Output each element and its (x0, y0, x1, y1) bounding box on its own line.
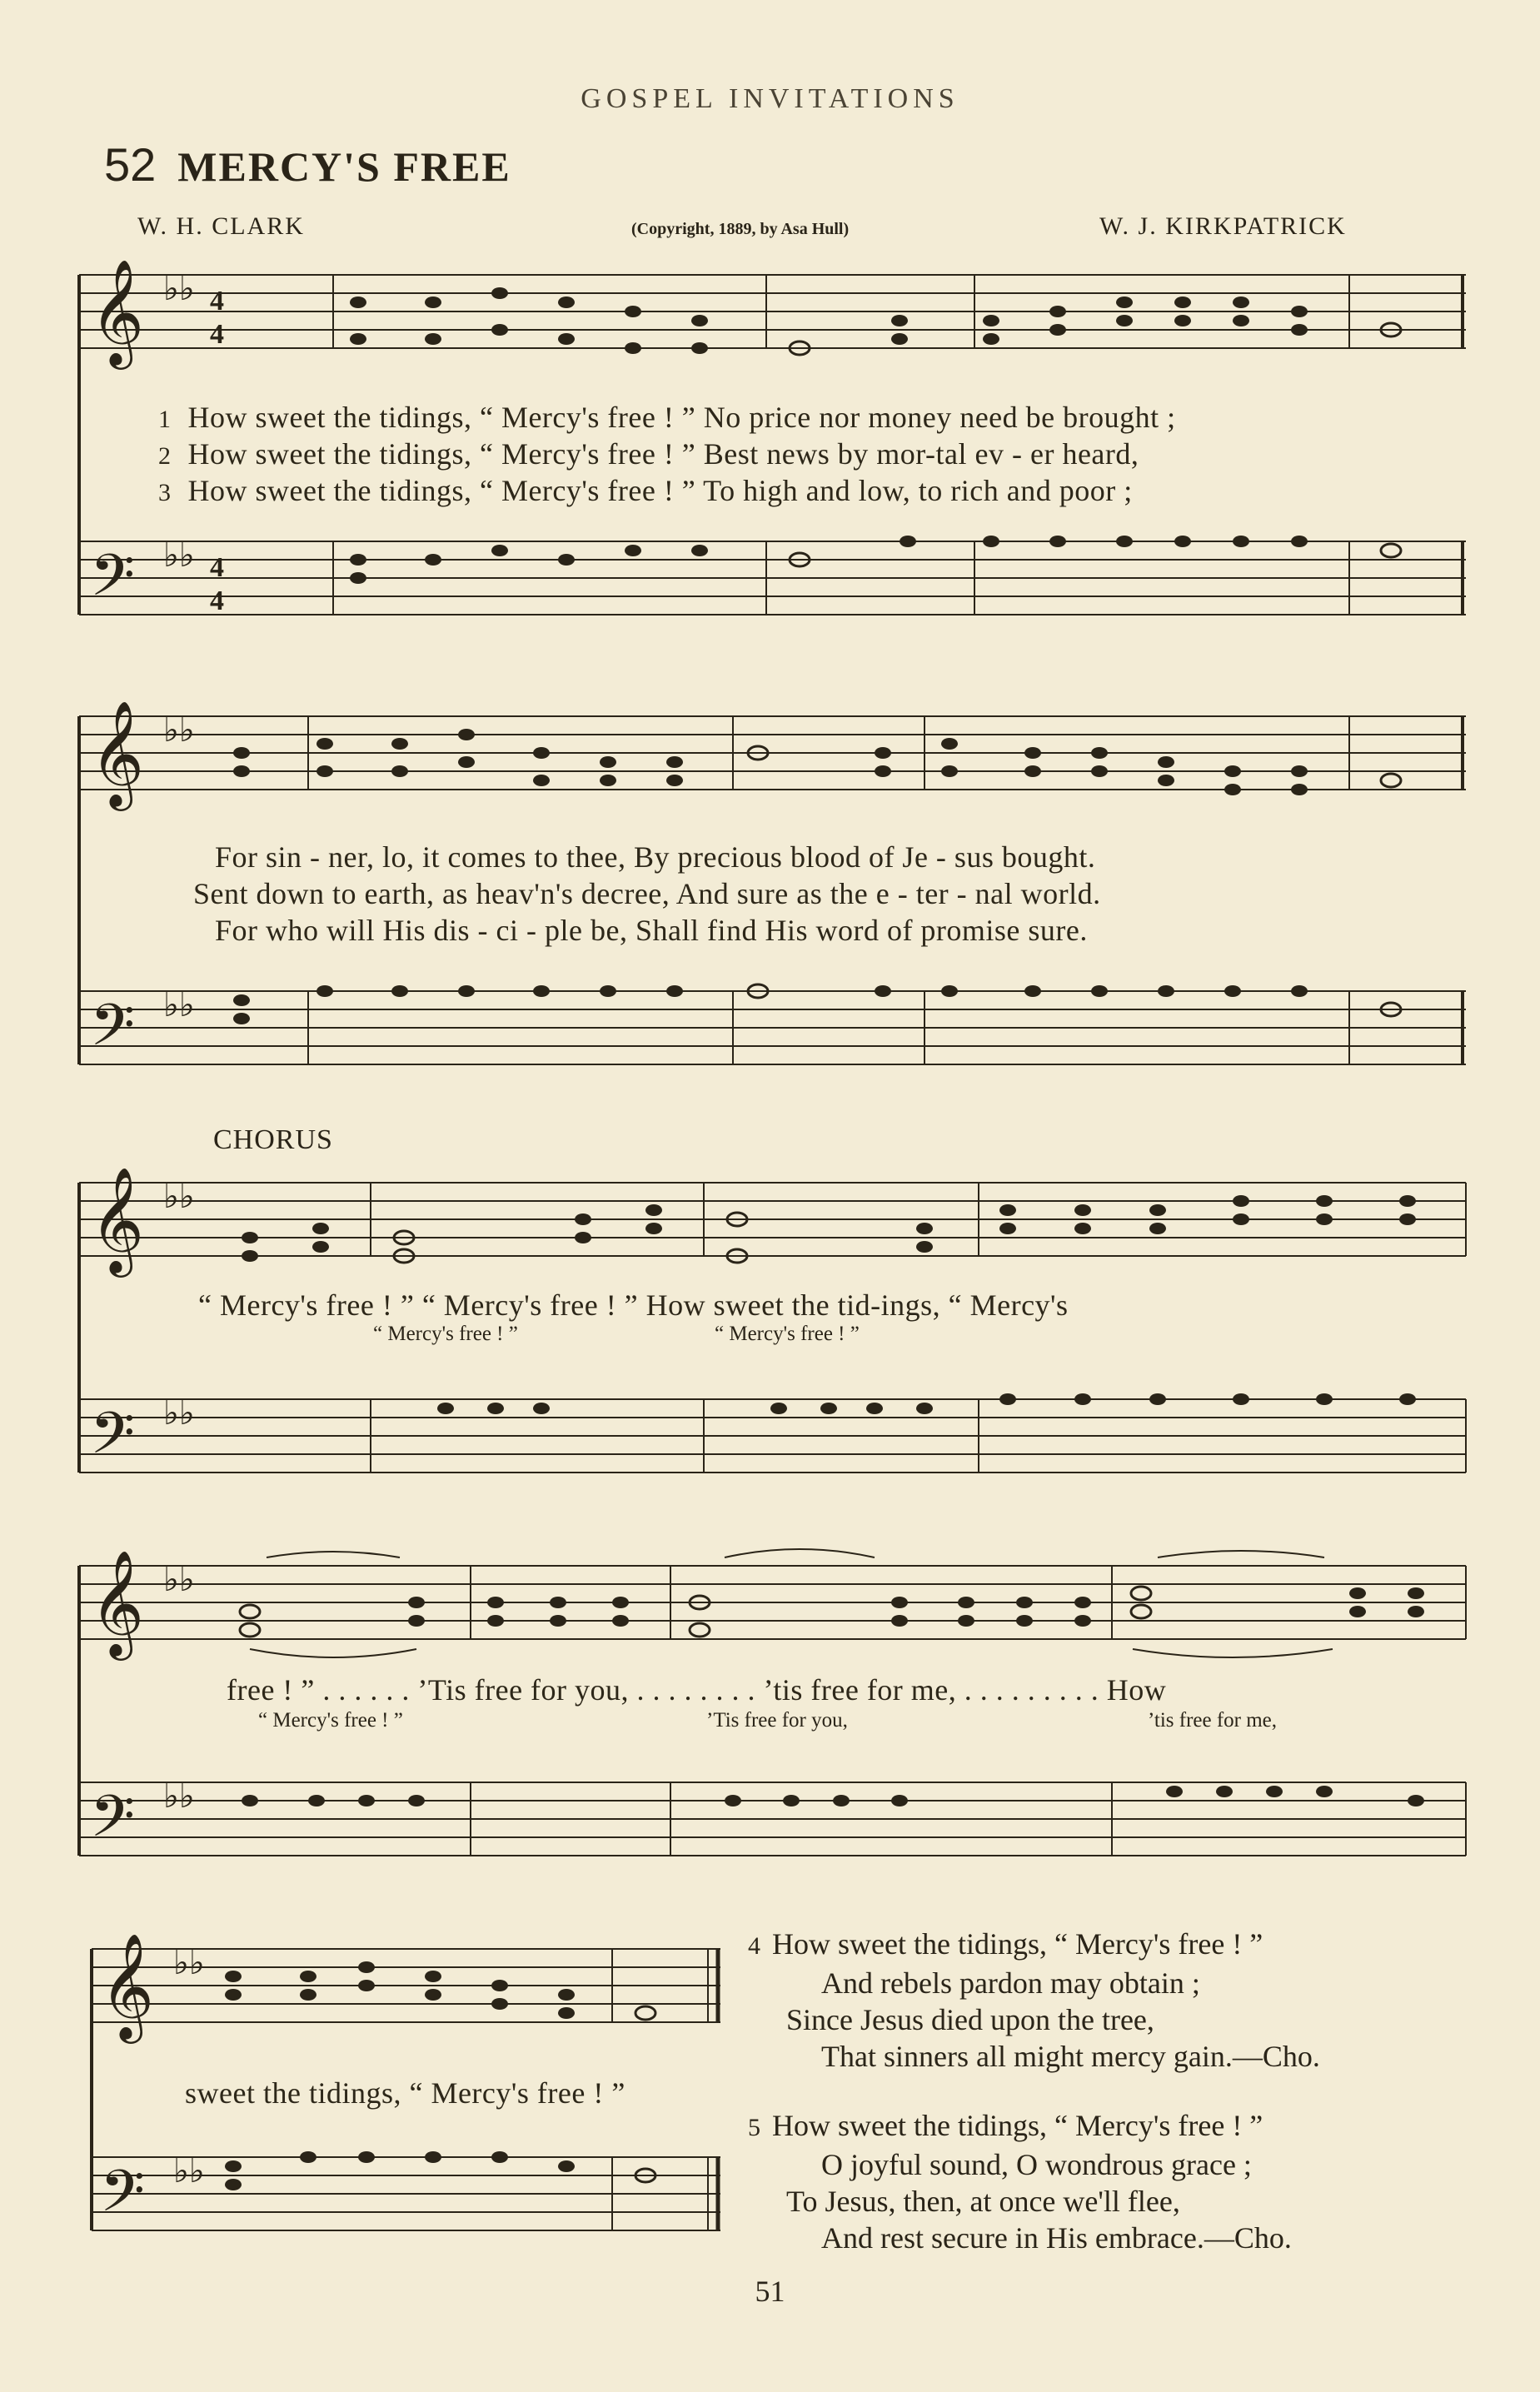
svg-text:𝄢: 𝄢 (90, 1399, 136, 1481)
svg-text:4: 4 (210, 319, 224, 350)
verse-line-2 (158, 436, 1139, 471)
verse-5-line-3: To Jesus, then, at once we'll flee, (786, 2185, 1180, 2218)
svg-text:♭♭: ♭♭ (163, 536, 195, 574)
page-number: 51 (755, 2275, 785, 2308)
svg-text:𝄢: 𝄢 (90, 541, 136, 623)
svg-text:♭♭: ♭♭ (163, 1777, 195, 1815)
bass-cue-4: ’Tis free for you, (706, 1709, 848, 1732)
chorus-label: CHORUS (213, 1124, 333, 1155)
verse-lyrics: How sweet the tidings, “ Mercy's free ! ” No price nor money need be brought ; (187, 401, 1176, 434)
svg-text:♭♭: ♭♭ (163, 986, 195, 1024)
verse-number: 3 (158, 479, 172, 506)
chorus-lyric-line-1: “ Mercy's free ! ” “ Mercy's free ! ” How sweet the tid-ings, “ Mercy's (198, 1288, 1069, 1322)
svg-text:4: 4 (210, 552, 224, 583)
verse-number: 5 (748, 2114, 760, 2141)
svg-text:𝄞: 𝄞 (90, 1166, 145, 1273)
section-heading: GOSPEL INVITATIONS (581, 83, 959, 114)
verse-4-line-4: That sinners all might mercy gain.—Cho. (821, 2040, 1320, 2073)
verse-lyrics: How sweet the tidings, “ Mercy's free ! ” To high and low, to rich and poor ; (187, 474, 1133, 507)
verse-5 (748, 2107, 1292, 2256)
svg-text:♭♭: ♭♭ (163, 1394, 195, 1432)
verse-5-text-1: How sweet the tidings, “ Mercy's free ! ” (772, 2109, 1263, 2142)
verse-5-line-4: And rest secure in His embrace.—Cho. (821, 2221, 1292, 2255)
svg-text:♭♭: ♭♭ (163, 270, 195, 307)
author-credit: W. H. CLARK (137, 212, 305, 240)
music-system-4 (0, 1541, 1540, 1874)
staff-pair-4 (0, 1541, 1540, 1874)
svg-text:4: 4 (210, 586, 224, 616)
svg-text:♭♭: ♭♭ (173, 1944, 205, 1981)
verse-number: 2 (158, 442, 172, 470)
svg-text:𝄞: 𝄞 (90, 700, 145, 806)
bass-cue-1: “ Mercy's free ! ” (373, 1323, 518, 1345)
svg-text:4: 4 (210, 286, 224, 316)
svg-text:𝄢: 𝄢 (100, 2157, 146, 2239)
verse-4-line-2: And rebels pardon may obtain ; (821, 1966, 1200, 2000)
verse-line-2: Sent down to earth, as heav'n's decree, And sure as the e - ter - nal world. (193, 877, 1101, 910)
svg-text:𝄞: 𝄞 (90, 1549, 145, 1656)
svg-text:♭♭: ♭♭ (163, 711, 195, 749)
bass-cue-5: ’tis free for me, (1148, 1709, 1278, 1732)
verse-number: 4 (748, 1932, 760, 1960)
bass-cue-3: “ Mercy's free ! ” (258, 1709, 403, 1732)
svg-text:♭♭: ♭♭ (163, 1178, 195, 1215)
verse-5-line-1 (748, 2107, 1292, 2146)
svg-text:♭♭: ♭♭ (173, 2152, 205, 2190)
music-system-1 (0, 250, 1540, 641)
verse-line-1: For sin - ner, lo, it comes to thee, By precious blood of Je - sus bought. (215, 840, 1096, 874)
verse-5-line-2: O joyful sound, O wondrous grace ; (821, 2148, 1252, 2181)
svg-text:♭♭: ♭♭ (163, 1561, 195, 1598)
composer-credit: W. J. KIRKPATRICK (1099, 212, 1347, 240)
verse-line-3 (158, 473, 1133, 508)
svg-text:𝄞: 𝄞 (90, 258, 145, 365)
verse-lyrics: How sweet the tidings, “ Mercy's free ! ” Best news by mor-tal ev - er heard, (187, 437, 1139, 471)
bass-cue-2: “ Mercy's free ! ” (715, 1323, 860, 1345)
music-system-2 (0, 691, 1540, 1091)
chorus-lyric-line-2: free ! ” . . . . . . ’Tis free for you, . . . . . . . . ’tis free for me, . . . . . . . . . How (227, 1673, 1167, 1707)
hymn-title (104, 137, 511, 192)
verse-4-line-3: Since Jesus died upon the tree, (786, 2003, 1154, 2036)
verse-4-line-1 (748, 1926, 1320, 1965)
music-system-3 (0, 1158, 1540, 1491)
svg-text:𝄞: 𝄞 (100, 1932, 155, 2039)
verse-4-text-1: How sweet the tidings, “ Mercy's free ! ” (772, 1927, 1263, 1961)
hymn-name: MERCY'S FREE (177, 143, 511, 190)
verse-4 (748, 1926, 1320, 2075)
verse-number: 1 (158, 406, 172, 433)
svg-text:𝄢: 𝄢 (90, 991, 136, 1073)
hymn-number: 52 (104, 138, 157, 191)
chorus-lyric-line-3: sweet the tidings, “ Mercy's free ! ” (185, 2076, 625, 2110)
copyright-notice: (Copyright, 1889, by Asa Hull) (631, 220, 850, 238)
verse-line-1 (158, 400, 1176, 435)
svg-text:𝄢: 𝄢 (90, 1782, 136, 1864)
verse-line-3: For who will His dis - ci - ple be, Shall find His word of promise sure. (215, 914, 1088, 947)
